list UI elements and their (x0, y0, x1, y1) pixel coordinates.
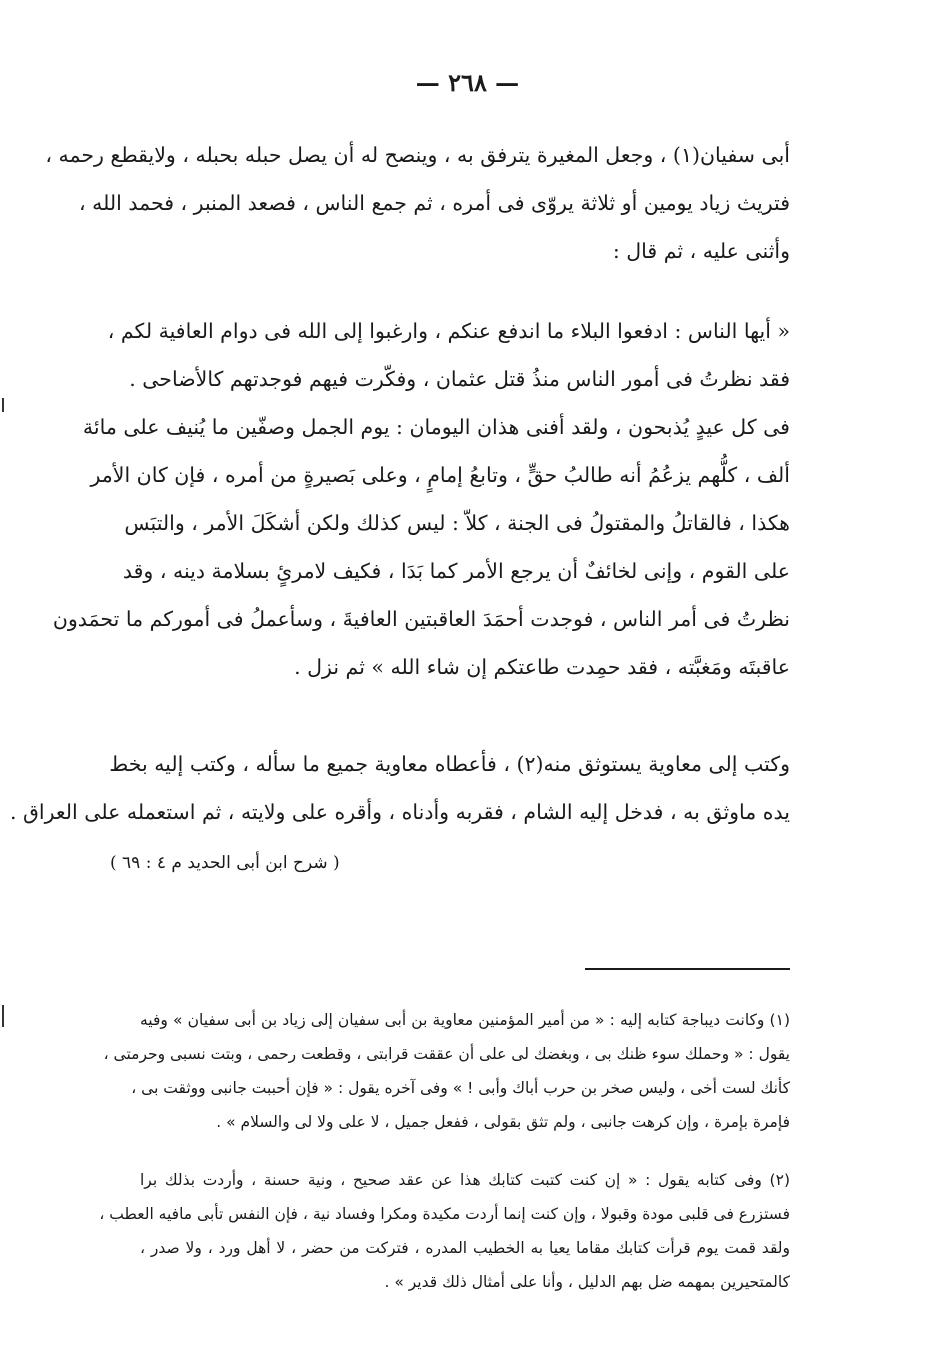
page-number: — ٢٦٨ — (415, 68, 520, 97)
scan-mark (2, 398, 4, 412)
scan-mark (2, 1005, 4, 1027)
footnote-divider (585, 968, 790, 970)
footnote-line: فستزرع فى قلبى مودة وقبولا ، وإن كنت إنما أردت مكيدة ومكرا وفساد نية ، فإن النفس تأبى مافيه العطب ، (99, 1205, 790, 1223)
text-line: وأثنى عليه ، ثم قال : (612, 239, 790, 263)
paragraph-speech (52, 307, 790, 691)
source-citation: ( شرح ابن أبى الحديد م ٤ : ٦٩ ) (110, 853, 340, 873)
footnote-line: فإمرة بإمرة ، وإن كرهت جانبى ، ولم تثق بقولى ، ففعل جميل ، لا على ولا لى والسلام » . (216, 1113, 790, 1131)
paragraph-intro (45, 131, 790, 275)
text-line: هكذا ، فالقاتلُ والمقتولُ فى الجنة ، كلاّ : ليس كذلك ولكن أشكَلَ الأمر ، والتبَس (124, 511, 790, 535)
footnote-line: كالمتحيرين بمهمه ضل بهم الدليل ، وأنا على أمثال ذلك قدير » . (384, 1273, 790, 1291)
footnote-line: ولقد قمت يوم قرأت كتابك مقاما يعيا به الخطيب المدره ، فتركت من حضر ، لا أهل ورد ، ولا صدر ، (140, 1239, 790, 1257)
text-line: على القوم ، وإنى لخائفٌ أن يرجع الأمر كما بَدَا ، فكيف لامرئٍ بسلامة دينه ، وقد (122, 559, 790, 583)
text-line: ألف ، كلُّهم يزعُمُ أنه طالبُ حقٍّ ، وتابعُ إمامٍ ، وعلى بَصيرةٍ من أمره ، فإن كان الأمر (90, 463, 790, 487)
text-line: فتريث زياد يومين أو ثلاثة يروّى فى أمره ، ثم جمع الناس ، فصعد المنبر ، فحمد الله ، (79, 191, 790, 215)
text-line: « أيها الناس : ادفعوا البلاء ما اندفع عنكم ، وارغبوا إلى الله فى دوام العافية لكم ، (107, 319, 790, 343)
text-line: عاقبتَه ومَغبَّته ، فقد حمِدت طاعتكم إن شاء الله » ثم نزل . (294, 655, 790, 679)
text-line: نظرتُ فى أمر الناس ، فوجدت أحمَدَ العاقبتين العافيةَ ، وسأعملُ فى أموركم ما تحمَدون (52, 607, 790, 631)
footnote-line: (٢) وفى كتابه يقول : « إن كنت كتبت كتابك هذا عن عقد صحيح ، ونية حسنة ، وأردت بذلك برا (140, 1171, 790, 1189)
footnote-line: (١) وكانت ديباجة كتابه إليه : « من أمير المؤمنين معاوية بن أبى سفيان إلى زياد بن أبى سفيان » وفيه (140, 1011, 790, 1029)
footnote-2 (99, 1163, 790, 1299)
footnote-1 (103, 1003, 790, 1139)
text-line: يده ماوثق به ، فدخل إليه الشام ، فقربه وأدناه ، وأقره على ولايته ، ثم استعمله على العراق . (9, 800, 790, 824)
footnote-line: كأنك لست أخى ، وليس صخر بن حرب أباك وأبى ! » وفى آخره يقول : « فإن أحببت جانبى ووثقت بى ، (131, 1079, 790, 1097)
text-line: أبى سفيان(١) ، وجعل المغيرة يترفق به ، وينصح له أن يصل حبله بحبله ، ولايقطع رحمه ، (45, 143, 790, 167)
paragraph-letter (9, 740, 790, 836)
footnote-line: يقول : « وحملك سوء ظنك بى ، وبغضك لى على أن عققت قرابتى ، وقطعت رحمى ، وبتت نسبى وحرمتى ، (103, 1045, 790, 1063)
text-line: وكتب إلى معاوية يستوثق منه(٢) ، فأعطاه معاوية جميع ما سأله ، وكتب إليه بخط (109, 752, 790, 776)
text-line: فقد نظرتُ فى أمور الناس منذُ قتل عثمان ، وفكّرت فيهم فوجدتهم كالأضاحى . (129, 367, 790, 391)
text-line: فى كل عيدٍ يُذبحون ، ولقد أفنى هذان اليومان : يوم الجمل وصفّين ما يُنيف على مائة (82, 415, 790, 439)
